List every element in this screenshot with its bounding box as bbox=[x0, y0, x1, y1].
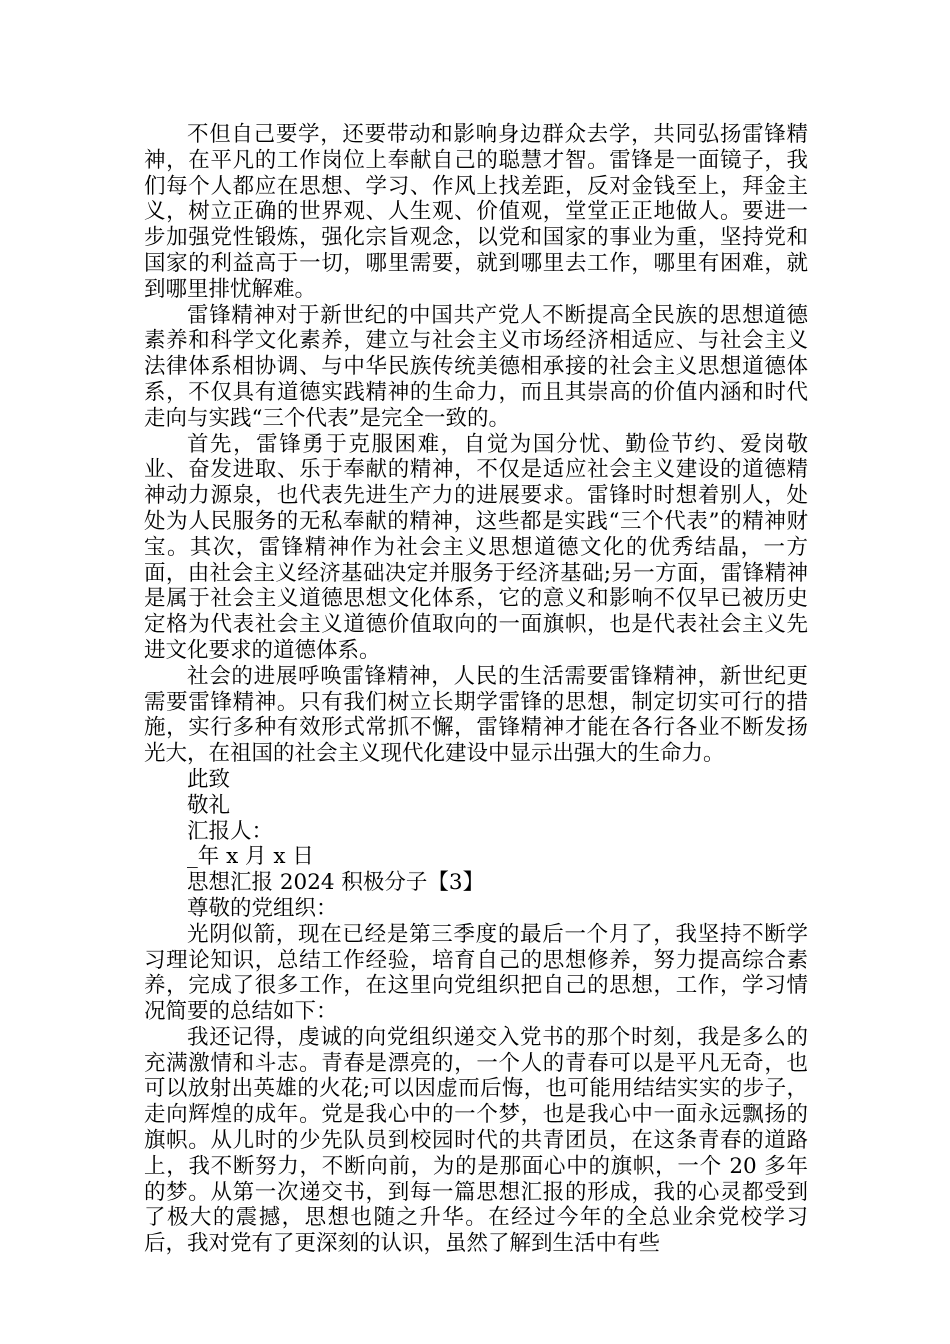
closing-cizhi: 此致 bbox=[187, 766, 231, 792]
salutation: 尊敬的党组织： bbox=[187, 895, 338, 921]
report-date: _年 x 月 x 日 bbox=[187, 844, 314, 870]
section-paragraph-2: 我还记得，虔诚的向党组织递交入党书的那个时刻，我是多么的充满激情和斗志。青春是漂亮的，一个人的青春可以是平凡无奇，也可以放射出英雄的火花;可以因虚而后悔，也可能用结结实实的步子，走向辉煌的成年。党是我心中的一个梦，也是我心中一面永远飘扬的旗帜。从儿时的少先队员到校园时代的共青团员，在这条青春的道路上，我不断努力，不断向前，为的是那面心中的旗帜，一个 20 多年的梦。从第一次递交书，到每一篇思想汇报的形成，我的心灵都受到了极大的震撼，思想也随之升华。在经过今年的全总业余党校学习后，我对党有了更深刻的认识，虽然了解到生活中有些 bbox=[144, 1024, 808, 1257]
section-paragraph-1: 光阴似箭，现在已经是第三季度的最后一个月了，我坚持不断学习理论知识，总结工作经验，培育自己的思想修养，努力提高综合素养，完成了很多工作，在这里向党组织把自己的思想，工作，学习情况简要的总结如下： bbox=[144, 921, 808, 1025]
closing-jingli: 敬礼 bbox=[187, 792, 231, 818]
body-paragraph-1: 不但自己要学，还要带动和影响身边群众去学，共同弘扬雷锋精神，在平凡的工作岗位上奉献自己的聪慧才智。雷锋是一面镜子，我们每个人都应在思想、学习、作风上找差距，反对金钱至上，拜金主义，树立正确的世界观、人生观、价值观，堂堂正正地做人。要进一步加强党性锻炼，强化宗旨观念，以党和国家的事业为重，坚持党和国家的利益高于一切，哪里需要，就到哪里去工作，哪里有困难，就到哪里排忧解难。 bbox=[144, 122, 808, 302]
document-page bbox=[144, 122, 808, 1257]
body-paragraph-2: 雷锋精神对于新世纪的中国共产党人不断提高全民族的思想道德素养和科学文化素养，建立与社会主义市场经济相适应、与社会主义法律体系相协调、与中华民族传统美德相承接的社会主义思想道德体系，不仅具有道德实践精神的生命力，而且其崇高的价值内涵和时代走向与实践“三个代表”是完全一致的。 bbox=[144, 302, 808, 431]
reporter-label: 汇报人： bbox=[187, 818, 274, 844]
section-title: 思想汇报 2024 积极分子【3】 bbox=[187, 870, 485, 896]
body-paragraph-3: 首先，雷锋勇于克服困难，自觉为国分忧、勤俭节约、爱岗敬业、奋发进取、乐于奉献的精神，不仅是适应社会主义建设的道德精神动力源泉，也代表先进生产力的进展要求。雷锋时时想着别人，处处为人民服务的无私奉献的精神，这些都是实践“三个代表”的精神财宝。其次，雷锋精神作为社会主义思想道德文化的优秀结晶，一方面，由社会主义经济基础决定并服务于经济基础;另一方面，雷锋精神是属于社会主义道德思想文化体系，它的意义和影响不仅早已被历史定格为代表社会主义道德价值取向的一面旗帜，也是代表社会主义先进文化要求的道德体系。 bbox=[144, 431, 808, 663]
body-paragraph-4: 社会的进展呼唤雷锋精神，人民的生活需要雷锋精神，新世纪更需要雷锋精神。只有我们树立长期学雷锋的思想，制定切实可行的措施，实行多种有效形式常抓不懈，雷锋精神才能在各行各业不断发扬光大，在祖国的社会主义现代化建设中显示出强大的生命力。 bbox=[144, 663, 808, 767]
